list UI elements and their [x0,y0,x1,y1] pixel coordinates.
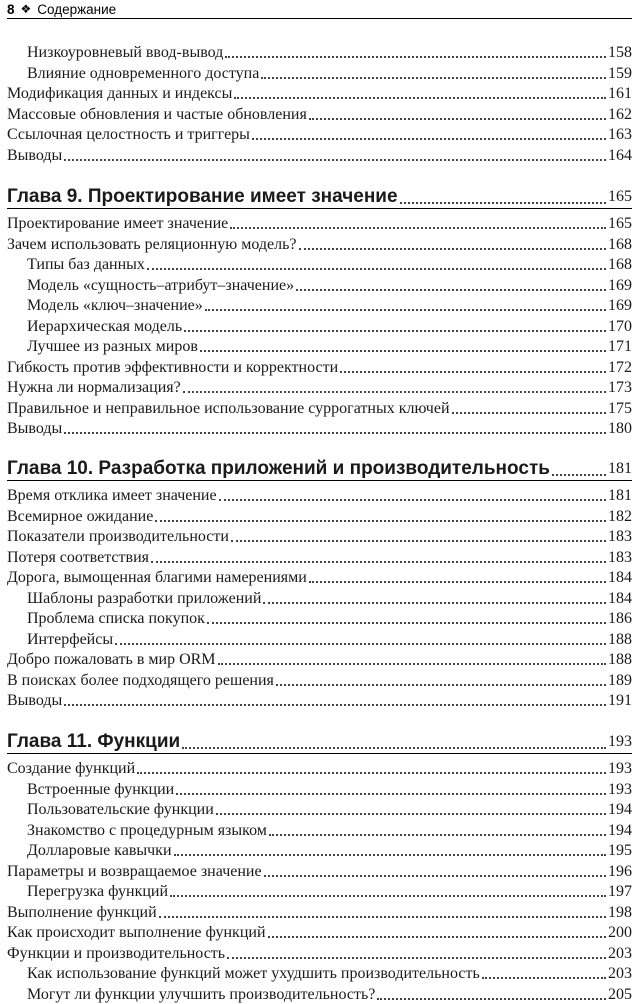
chapter-rule [7,208,632,209]
toc-entry[interactable] [7,42,632,62]
toc-entry-title: Могут ли функции улучшить производительность? [27,985,376,1003]
toc-entry-title: Низкоуровневый ввод-вывод [27,44,224,61]
toc-entry-title: Массовые обновления и частые обновления [7,105,307,123]
toc-entry-title: Модификация данных и индексы [7,85,233,102]
toc-entry[interactable] [7,145,632,165]
dot-leader [400,202,606,204]
toc-entry[interactable] [7,690,632,710]
toc-entry[interactable] [7,63,632,83]
page-number: 8 [7,1,15,17]
dot-leader [218,663,606,665]
toc-entry[interactable] [7,820,632,840]
toc-entry-page: 163 [608,126,632,143]
dot-leader [225,56,606,58]
toc-entry-title: Как происходит выполнение функций [7,924,266,941]
toc-entry-title: Встроенные функции [27,780,175,798]
toc-entry-page: 198 [608,903,632,921]
toc-entry-title: Знакомство с процедурным языком [27,821,267,839]
toc-entry[interactable] [7,316,632,336]
toc-entry[interactable] [7,526,632,546]
toc-entry-page: 194 [608,801,632,818]
toc-entry[interactable] [7,83,632,103]
toc-entry-page: 195 [608,842,632,859]
dot-leader [182,747,606,749]
toc-entry-page: 205 [608,985,632,1003]
toc-entry[interactable] [7,213,632,233]
dot-leader [64,432,606,434]
toc-entry-page: 164 [608,146,632,164]
toc-entry-page: 181 [608,487,632,504]
dot-leader [227,957,606,959]
toc-entry-page: 182 [608,507,632,525]
toc-entry-page: 200 [608,924,632,941]
toc-entry[interactable] [7,357,632,377]
toc-entry-page: 168 [608,256,632,273]
toc-entry-page: 193 [608,780,632,798]
dot-leader [219,499,606,501]
toc-entry[interactable] [7,861,632,881]
dot-leader [309,581,606,583]
toc-entry-page: 203 [608,965,632,982]
toc-entry-page: 168 [608,235,632,253]
dot-leader [309,118,606,120]
toc-entry-title: Время отклика имеет значение [7,487,217,504]
toc-entry-page: 188 [608,651,632,668]
toc-entry[interactable] [7,840,632,860]
toc-entry-title: Нужна ли нормализация? [7,379,181,396]
dot-leader [64,159,606,161]
toc-entry-page: 158 [608,44,632,61]
toc-entry-page: 203 [608,944,632,962]
toc-entry-title: Типы баз данных [27,256,145,273]
dot-leader [482,977,606,979]
dot-leader [207,622,606,624]
toc-entry[interactable] [7,506,632,526]
toc-entry[interactable] [7,254,632,274]
dot-leader [234,97,606,99]
dot-leader [552,474,606,476]
toc-entry-title: Выводы [7,146,63,164]
toc-entry-title: Выводы [7,692,63,709]
toc-entry-page: 169 [608,276,632,294]
running-title: Содержание [37,1,117,17]
toc-entry-page: 161 [608,85,632,102]
toc-entry-title: Шаблоны разработки приложений [27,589,262,607]
toc-entry-page: 193 [608,760,632,777]
toc-entry-title: Глава 11. Функции [7,731,181,752]
toc-entry[interactable] [7,377,632,397]
dot-leader [174,854,607,856]
toc-entry-page: 189 [608,671,632,689]
toc-entry-title: Дорога, вымощенная благими намерениями [7,569,307,586]
dot-leader [115,643,606,645]
toc-entry-title: Иерархическая модель [27,317,183,335]
toc-entry-page: 171 [608,338,632,355]
dot-leader [184,330,606,332]
dot-leader [159,916,606,918]
toc-entry-title: Зачем использовать реляционную модель? [7,235,297,253]
toc-entry-title: Пользовательские функции [27,801,214,818]
toc-entry[interactable] [7,649,632,669]
toc-entry[interactable] [7,234,632,254]
toc-chapter-entry[interactable] [7,184,632,208]
toc-entry-page: 184 [608,589,632,607]
toc-entry-title: Показатели производительности [7,528,229,545]
toc-entry-title: Влияние одновременного доступа [27,64,260,82]
toc-entry-page: 170 [608,317,632,335]
dot-leader [252,138,606,140]
toc-entry[interactable] [7,104,632,124]
toc-entry[interactable] [7,485,632,505]
toc-entry-page: 181 [608,460,632,477]
dot-leader [205,309,606,311]
dot-leader [263,602,606,604]
page-header [7,0,632,19]
toc-entry[interactable] [7,547,632,567]
toc-entry-title: Создание функций [7,760,136,777]
toc-entry-title: Гибкость против эффективности и корректности [7,358,339,376]
toc-entry[interactable] [7,758,632,778]
toc-chapter-entry[interactable] [7,456,632,480]
dot-leader [276,684,606,686]
toc-entry[interactable] [7,943,632,963]
dot-leader [176,793,606,795]
toc-entry[interactable] [7,779,632,799]
toc-entry[interactable] [7,336,632,356]
toc-entry-title: Глава 9. Проектирование имеет значение [7,186,398,207]
toc-entry[interactable] [7,295,632,315]
toc-entry-page: 188 [608,630,632,648]
toc-entry-page: 172 [608,358,632,376]
toc-entry[interactable] [7,799,632,819]
dot-leader [269,834,606,836]
chapter-rule [7,753,632,754]
toc-entry-title: Ссылочная целостность и триггеры [7,126,250,143]
toc-entry-title: Проблема списка покупок [27,610,205,627]
diamond-separator-icon: ❖ [20,2,32,16]
toc-entry-title: Потеря соответствия [7,548,149,566]
toc-entry-page: 183 [608,548,632,566]
toc-entry-title: Всемирное ожидание [7,507,154,525]
toc-entry-page: 184 [608,569,632,586]
toc-entry[interactable] [7,902,632,922]
toc-entry-page: 186 [608,610,632,627]
dot-leader [299,248,606,250]
toc-entry-page: 191 [608,692,632,709]
toc-entry-title: Глава 10. Разработка приложений и производительность [7,458,550,479]
toc-entry-title: Перегрузка функций [27,883,169,900]
toc-entry-title: Выполнение функций [7,903,157,921]
toc-entry[interactable] [7,984,632,1004]
dot-leader [261,77,606,79]
dot-leader [452,412,606,414]
toc-entry[interactable] [7,629,632,649]
dot-leader [230,227,606,229]
toc-entry[interactable] [7,398,632,418]
chapter-rule [7,480,632,481]
toc-entry-title: Проектирование имеет значение [7,215,229,232]
dot-leader [268,936,607,938]
dot-leader [216,813,606,815]
toc-entry[interactable] [7,418,632,438]
dot-leader [200,350,606,352]
toc-entry-page: 196 [608,862,632,880]
dot-leader [64,704,606,706]
toc-entry[interactable] [7,670,632,690]
toc-entry-page: 169 [608,297,632,314]
dot-leader [231,540,606,542]
toc-entry-page: 162 [608,105,632,123]
toc-entry-page: 193 [608,733,632,750]
toc-entry-page: 197 [608,883,632,900]
toc-entry[interactable] [7,881,632,901]
dot-leader [170,895,606,897]
toc-entry-title: Лучшее из разных миров [27,338,198,355]
toc-entry-title: Как использование функций может ухудшить производительность [27,965,480,982]
toc-entry-page: 194 [608,821,632,839]
dot-leader [377,998,606,1000]
toc-entry[interactable] [7,588,632,608]
dot-leader [137,772,606,774]
dot-leader [151,561,606,563]
dot-leader [296,289,606,291]
dot-leader [183,391,606,393]
toc-entry[interactable] [7,608,632,628]
toc-entry-title: Выводы [7,420,63,437]
toc-entry-page: 165 [608,188,632,205]
dot-leader [340,371,606,373]
toc-entry-title: Функции и производительность [7,944,226,962]
dot-leader [147,268,606,270]
toc-entry-page: 183 [608,528,632,545]
dot-leader [155,520,606,522]
toc-entry[interactable] [7,922,632,942]
toc-entry-title: В поисках более подходящего решения [7,671,274,689]
toc-entry[interactable] [7,275,632,295]
toc-entry-page: 165 [608,215,632,232]
toc-entry-title: Долларовые кавычки [27,842,172,859]
toc-entry-title: Добро пожаловать в мир ORM [7,651,216,668]
toc-entry-title: Параметры и возвращаемое значение [7,862,262,880]
toc-entry-page: 159 [608,64,632,82]
toc-entry-title: Модель «сущность–атрибут–значение» [27,276,295,294]
dot-leader [264,875,606,877]
toc-entry-title: Модель «ключ–значение» [27,297,203,314]
toc-entry-page: 180 [608,420,632,437]
toc-entry-title: Интерфейсы [27,630,114,648]
toc-entry-title: Правильное и неправильное использование суррогатных ключей [7,399,450,417]
toc-entry-page: 175 [608,399,632,417]
toc-chapter-entry[interactable] [7,729,632,753]
toc-entry[interactable] [7,124,632,144]
toc-entry[interactable] [7,567,632,587]
toc-entry-page: 173 [608,379,632,396]
toc-entry[interactable] [7,963,632,983]
